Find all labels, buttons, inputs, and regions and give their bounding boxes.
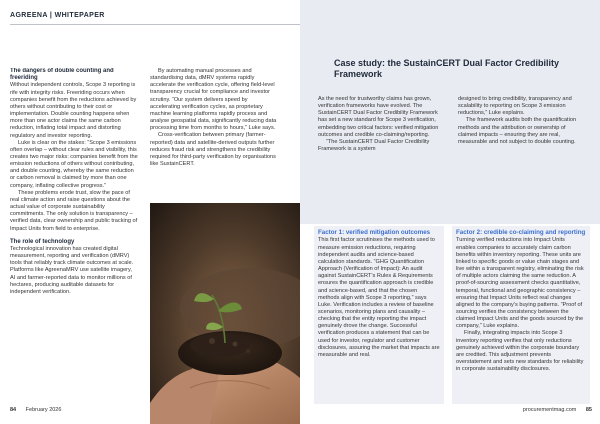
factor-2-paragraph-1: Turning verified reductions into Impact Units enables companies to accurately claim carbon benefits within inventory reporting. These units are linked to specific goods or value chain stages and live within a transparent registry, eliminating the risk of multiple actors claiming the same reduction. A proof-of-sourcing assessment checks quantitative, temporal, functional and geographic consistency – ensuring that Impact Units reflect real changes aligned to the company’s buying patterns. “Proof of sourcing verifies the consistency between the claimed Impact Units and the goods sourced by the company,” Luke explains. bbox=[456, 237, 584, 330]
factor-2-paragraph-2: Finally, integrating impacts into Scope 3 inventory reporting verifies that only reductions genuinely achieved within the corporate boundary are credited. This adjustment prevents overstatement and sets new standards for reliability in corporate sustainability disclosures. bbox=[456, 330, 584, 373]
technology-paragraph-1: Technological innovation has created digital measurement, reporting and verification (dMRV) tools that reliably track climate outcomes at scale. Platforms like AgreenaMRV use satellite imagery, AI and farmer-reported data to monitor millions of hectares, producing auditable datasets for independent verification. bbox=[10, 245, 134, 295]
page-header: AGREENA | WHITEPAPER bbox=[10, 12, 105, 19]
case-study-paragraph-4: The framework audits both the quantification methods and the attribution or ownership of claimed impacts – ensuring they are real, measurable and not subject to double counting. bbox=[458, 117, 577, 145]
factor-1-box bbox=[314, 226, 444, 404]
technology-heading: The role of technology bbox=[10, 238, 75, 245]
case-study-column-2 bbox=[458, 96, 584, 216]
right-footer bbox=[523, 407, 592, 413]
header-rule bbox=[10, 24, 300, 25]
factor-2-title: Factor 2: credible co-claiming and reporting bbox=[456, 229, 586, 236]
left-footer bbox=[10, 407, 61, 413]
dmrv-paragraph-1: By automating manual processes and standardising data, dMRV systems rapidly accelerate the verification cycle, offering field-level transparency crucial for compliance and investor scrutiny. “Our system delivers speed by accelerating verification cycles, as proprietary machine learning platforms rapidly process and analyse geospatial data, significantly reducing data processing time from months to hours,” Luke says. bbox=[150, 68, 277, 132]
factor-1-paragraph: This first factor scrutinises the methods used to measure emission reductions, requiring independent audits and science-based calculation standards. “GHG Quantification Approach (Verification of Impact): An audit against SustainCERT’s Rules & Requirements ensures the quantification approach is credible and science-based, and that the chosen methods align with Scope 3 reporting,” says Luke. Verification includes a review of baseline scenarios, monitoring plans and causality – checking that the entity reporting the impact genuinely drove the change. Successful verification produces a statement that can be used for investor, regulator and customer disclosures, assuring the market that impacts are measurable and real. bbox=[318, 237, 440, 358]
case-study-paragraph-1: As the need for trustworthy claims has grown, verification frameworks have evolved. The SustainCERT Dual Factor Credibility Framework has set a new standard for Scope 3 verification, embedding two critical factors: verified mitigation outcomes and credible co-claiming/reporting. bbox=[318, 96, 439, 138]
left-column-1 bbox=[10, 68, 138, 408]
case-study-paragraph-3: designed to bring credibility, transparency and scalability to reporting on Scope 3 emission reductions,” Luke explains. bbox=[458, 96, 572, 117]
dangers-paragraph-3: These problems erode trust, slow the pace of real climate action and raise questions about the actual value of corporate sustainability commitments. The only solution is transparency – verified data, clear ownership and public tracking of Impact Units from field to enterprise. bbox=[10, 189, 138, 232]
case-study-title: Case study: the SustainCERT Dual Factor Credibility Framework bbox=[334, 58, 560, 79]
dangers-heading: The dangers of double counting and freeriding bbox=[10, 68, 114, 82]
left-column-2 bbox=[150, 68, 278, 198]
website-link[interactable]: procurementmag.com bbox=[522, 407, 577, 413]
soil-hands-photo bbox=[150, 203, 300, 424]
issue-date: February 2026 bbox=[25, 407, 62, 413]
case-study-column-1 bbox=[318, 96, 444, 216]
right-page bbox=[300, 0, 600, 424]
dmrv-paragraph-2: Cross-verification between primary (farmer-reported) data and satellite-derived outputs further reduces fraud risk and strengthens the credibility required for third-party verification by organisations like SustainCERT. bbox=[150, 132, 276, 168]
factor-2-box bbox=[452, 226, 590, 404]
dangers-paragraph-2: Luke is clear on the stakes: “Scope 3 emissions often overlap – without clear rules and visibility, this creates two major risks: companies benefit from the emission reductions of others without contributing, and double counting, whereby the same reduction or carbon removal is claimed by more than one company, inflating collective progress.” bbox=[10, 139, 138, 189]
case-study-paragraph-2: “The SustainCERT Dual Factor Credibility Framework is a system bbox=[318, 138, 430, 153]
right-page-number: 85 bbox=[585, 407, 592, 413]
factor-1-title: Factor 1: verified mitigation outcomes bbox=[318, 229, 431, 236]
left-page-number: 84 bbox=[10, 407, 17, 413]
dangers-paragraph-1: Without independent controls, Scope 3 reporting is rife with integrity risks. Freeriding occurs when companies benefit from the reductions achieved by others without contributing to their cost or implementation. Double counting happens when more than one actor claims the same carbon reduction, inflating total impact and distorting regulatory and investor reporting. bbox=[10, 82, 137, 139]
